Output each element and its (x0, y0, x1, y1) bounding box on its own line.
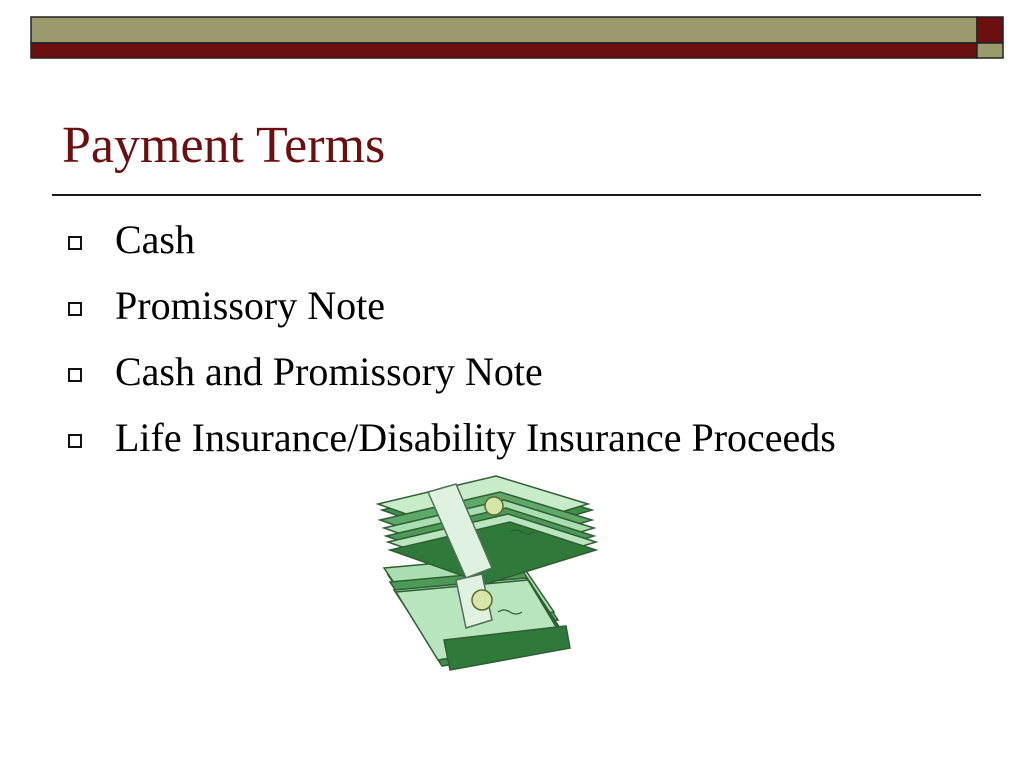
bullet-text: Cash and Promissory Note (115, 349, 543, 394)
bullet-text: Cash (115, 217, 195, 262)
corner-olive-square (977, 43, 1003, 58)
money-stack-icon (370, 470, 600, 675)
bill-seal (485, 497, 503, 515)
hollow-square-bullet-icon (68, 368, 82, 382)
header-maroon-band (31, 43, 977, 58)
bullet-text: Promissory Note (115, 283, 385, 328)
slide-title: Payment Terms (62, 117, 386, 174)
header-decoration (0, 0, 1024, 60)
hollow-square-bullet-icon (68, 302, 82, 316)
hollow-square-bullet-icon (68, 434, 82, 448)
corner-maroon-square (977, 17, 1003, 43)
title-underline (52, 194, 981, 196)
hollow-square-bullet-icon (68, 236, 82, 250)
header-olive-band (31, 17, 977, 43)
bullet-text: Life Insurance/Disability Insurance Proceeds (115, 415, 836, 460)
bill-seal (472, 590, 492, 610)
